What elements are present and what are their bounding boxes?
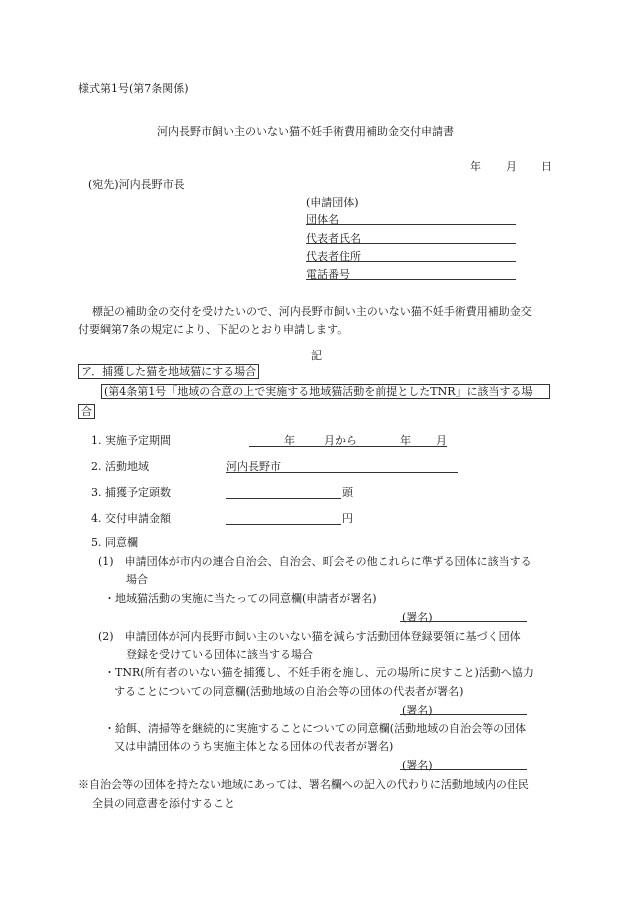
consent-2-line-2: 登録を受けている団体に該当する場合 bbox=[126, 648, 313, 661]
consent-2-bullet-2-line-1: ・給餌、清掃等を継続的に実施することについての同意欄(活動地域の自治会等の団体 bbox=[104, 722, 527, 735]
organization-name-line[interactable] bbox=[306, 224, 516, 225]
count-line[interactable] bbox=[226, 498, 341, 499]
period-year: 年 bbox=[284, 434, 295, 447]
area-line[interactable] bbox=[226, 472, 458, 473]
addressee: (宛先)河内長野市長 bbox=[88, 178, 185, 191]
consent-1-bullet: ・地域猫活動の実施に当たっての同意欄(申請者が署名) bbox=[104, 592, 377, 605]
date-month: 月 bbox=[506, 160, 517, 173]
intro-line-1: 標記の補助金の交付を受けたいので、河内長野市飼い主のいない猫不妊手術費用補助金交 bbox=[92, 305, 532, 318]
item-area-label: 2. 活動地域 bbox=[91, 460, 149, 473]
consent-2-sign-label-2: (署名) bbox=[402, 759, 433, 772]
date-year: 年 bbox=[470, 160, 481, 173]
consent-1-sign-label: (署名) bbox=[402, 611, 433, 624]
consent-2-line-1: (2) 申請団体が河内長野市飼い主のいない猫を減らす活動団体登録要領に基づく団体 bbox=[98, 630, 521, 643]
footnote-line-1: ※自治会等の団体を持たない地域にあっては、署名欄への記入の代わりに活動地域内の住民 bbox=[78, 778, 529, 791]
count-unit: 頭 bbox=[342, 486, 353, 499]
phone-number-line[interactable] bbox=[306, 279, 516, 280]
representative-address-line[interactable] bbox=[306, 261, 516, 262]
consent-1-line-1: (1) 申請団体が市内の連合自治会、自治会、町会その他これらに準ずる団体に該当する bbox=[98, 555, 532, 568]
area-value: 河内長野市 bbox=[226, 460, 281, 473]
form-number: 様式第1号(第7条関係) bbox=[78, 82, 189, 95]
section-a-title: ア．捕獲した猫を地域猫にする場合 bbox=[78, 364, 259, 379]
date-day: 日 bbox=[541, 160, 552, 173]
item-count-label: 3. 捕獲予定頭数 bbox=[91, 486, 171, 499]
consent-2-bullet-1-line-1: ・TNR(所有者のいない猫を捕獲し、不妊手術を施し、元の場所に戻すこと)活動へ協力 bbox=[104, 666, 534, 679]
field-representative-name: 代表者氏名 bbox=[306, 232, 361, 245]
ki-heading: 記 bbox=[311, 349, 322, 362]
period-month-2: 月 bbox=[436, 434, 447, 447]
section-a-note-end: 合 bbox=[78, 404, 95, 419]
consent-1-line-2: 場合 bbox=[126, 573, 148, 586]
consent-label: 5. 同意欄 bbox=[91, 536, 138, 549]
consent-2-bullet-2-line-2: 又は申請団体のうち実施主体となる団体の代表者が署名) bbox=[114, 740, 394, 753]
intro-line-2: 付要綱第7条の規定により、下記のとおり申請します。 bbox=[78, 323, 349, 336]
applicant-heading: (申請団体) bbox=[306, 196, 359, 209]
amount-line[interactable] bbox=[226, 524, 341, 525]
consent-1-signature-line[interactable] bbox=[400, 621, 527, 622]
consent-2-signature-line-2[interactable] bbox=[400, 769, 527, 770]
period-year-2: 年 bbox=[400, 434, 411, 447]
period-month-from: 月から bbox=[324, 434, 357, 447]
amount-unit: 円 bbox=[342, 512, 353, 525]
section-a-note-text: (第4条第1号「地域の合意の上で実施する地域猫活動を前提としたTNR」に該当する場 bbox=[104, 385, 533, 398]
field-representative-address: 代表者住所 bbox=[306, 250, 361, 263]
field-phone-number: 電話番号 bbox=[306, 268, 350, 281]
field-organization-name: 団体名 bbox=[306, 213, 339, 226]
representative-name-line[interactable] bbox=[306, 243, 516, 244]
item-amount-label: 4. 交付申請金額 bbox=[91, 512, 171, 525]
form-title: 河内長野市飼い主のいない猫不妊手術費用補助金交付申請書 bbox=[157, 125, 454, 138]
footnote-line-2: 全員の同意書を添付すること bbox=[92, 797, 235, 810]
consent-2-bullet-1-line-2: することについての同意欄(活動地域の自治会等の団体の代表者が署名) bbox=[114, 685, 464, 698]
section-a-note bbox=[101, 384, 550, 399]
item-period-label: 1. 実施予定期間 bbox=[91, 434, 171, 447]
consent-2-signature-line-1[interactable] bbox=[400, 714, 527, 715]
consent-2-sign-label-1: (署名) bbox=[402, 704, 433, 717]
